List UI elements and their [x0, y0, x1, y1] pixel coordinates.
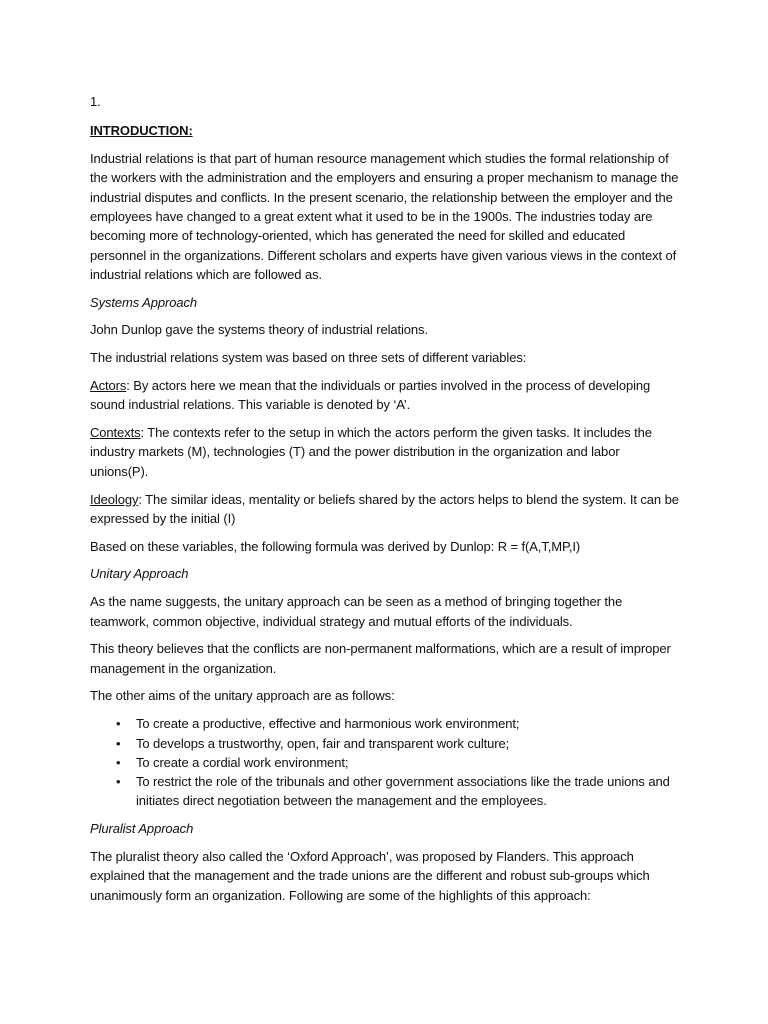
bullet-icon: •: [116, 716, 121, 732]
dunlop-formula: Based on these variables, the following formula was derived by Dunlop: R = f(A,T,MP,I): [90, 538, 581, 554]
contexts-term: Contexts: [90, 425, 141, 441]
list-item: [90, 753, 680, 772]
systems-paragraph-variables: The industrial relations system was based on three sets of different variables:: [90, 350, 527, 366]
unitary-approach-heading: Unitary Approach: [90, 566, 189, 582]
contexts-definition: [90, 423, 680, 481]
actors-term: Actors: [90, 378, 127, 394]
contexts-text: : The contexts refer to the setup in which the actors perform the given tasks. It includes the industry markets (M), technologies (T) and the power distribution in the organization and labor unions(P).: [90, 425, 652, 479]
bullet-icon: •: [116, 754, 121, 770]
ideology-term: Ideology: [90, 491, 139, 507]
pluralist-paragraph: The pluralist theory also called the ‘Oxford Approach’, was proposed by Flanders. This approach explained that the management and the trade unions are the different and robust sub-groups which unanimously form an organization. Following are some of the highlights of this approach:: [90, 849, 650, 903]
introduction-paragraph: Industrial relations is that part of human resource management which studies the formal relationship of the workers with the administration and the employers and ensuring a proper mechanism to manage the industrial disputes and conflicts. In the present scenario, the relationship between the employer and the employees have changed to a great extent what it used to be in the 1900s. The industries today are becoming more of technology-oriented, which has generated the need for skilled and educated personnel in the organizations. Different scholars and experts have given various views in the context of industrial relations which are followed as.: [90, 151, 679, 282]
pluralist-approach-heading: Pluralist Approach: [90, 821, 194, 837]
actors-text: : By actors here we mean that the individuals or parties involved in the process of developing sound industrial relations. This variable is denoted by ‘A’.: [90, 378, 651, 413]
document-body: [90, 92, 680, 913]
unitary-aims-list: [90, 714, 680, 810]
unitary-paragraph-3: The other aims of the unitary approach are as follows:: [90, 688, 395, 704]
list-item-text: To develops a trustworthy, open, fair and transparent work culture;: [136, 735, 510, 751]
list-item: [90, 772, 680, 811]
actors-definition: [90, 376, 680, 415]
list-item-text: To restrict the role of the tribunals and other government associations like the trade unions and initiates direct negotiation between the management and the employees.: [136, 774, 670, 809]
systems-paragraph-dunlop: John Dunlop gave the systems theory of industrial relations.: [90, 322, 428, 338]
section-number: 1.: [90, 94, 101, 109]
bullet-icon: •: [116, 735, 121, 751]
list-item-text: To create a cordial work environment;: [136, 754, 349, 770]
ideology-text: : The similar ideas, mentality or beliefs shared by the actors helps to blend the system. It can be expressed by the initial (I): [90, 491, 679, 526]
list-item: [90, 734, 680, 753]
bullet-icon: •: [116, 774, 121, 790]
introduction-heading: INTRODUCTION:: [90, 123, 193, 139]
ideology-definition: [90, 490, 680, 529]
list-item-text: To create a productive, effective and harmonious work environment;: [136, 716, 520, 732]
list-item: [90, 714, 680, 733]
systems-approach-heading: Systems Approach: [90, 294, 198, 310]
unitary-paragraph-2: This theory believes that the conflicts are non-permanent malformations, which are a result of improper management in the organization.: [90, 641, 671, 676]
unitary-paragraph-1: As the name suggests, the unitary approach can be seen as a method of bringing together the teamwork, common objective, individual strategy and mutual efforts of the individuals.: [90, 594, 623, 629]
